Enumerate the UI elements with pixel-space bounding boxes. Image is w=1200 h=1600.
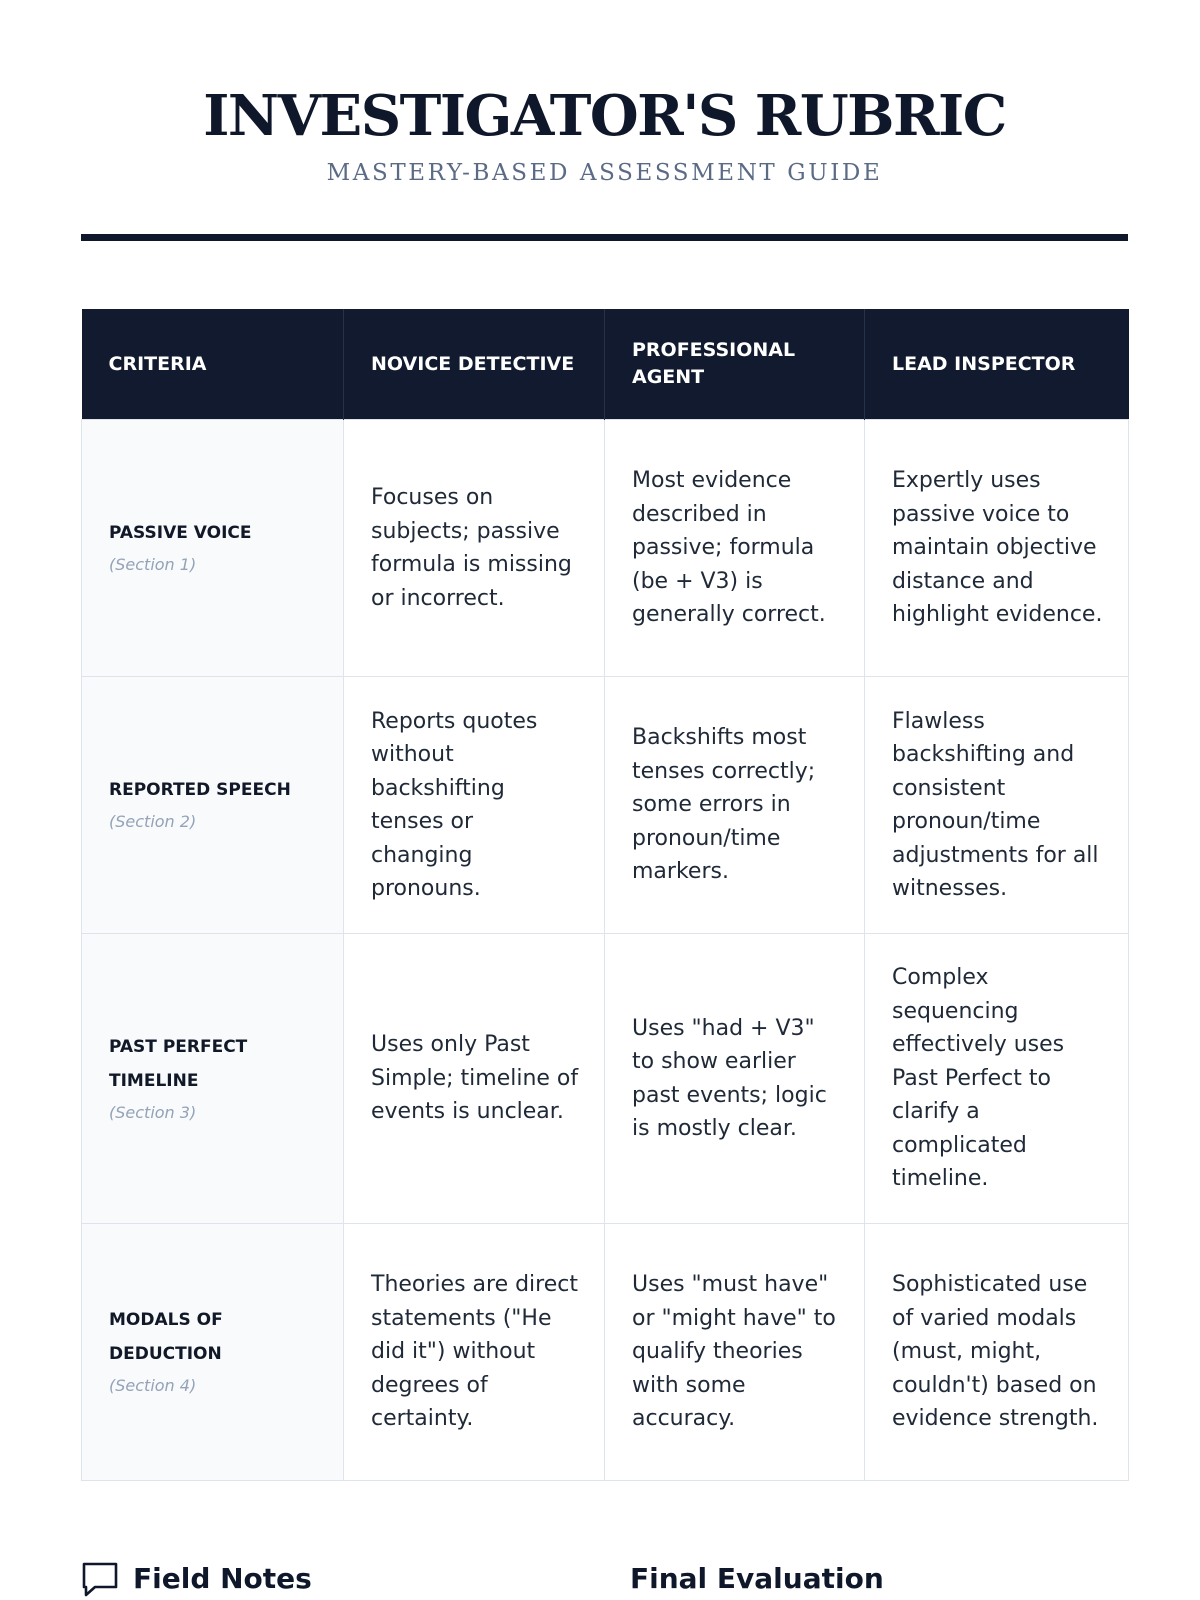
final-evaluation-heading bbox=[630, 1560, 884, 1598]
criterion-name: REPORTED SPEECH bbox=[109, 780, 291, 800]
page-title: INVESTIGATOR'S RUBRIC bbox=[203, 83, 1006, 149]
page-subtitle: MASTERY-BASED ASSESSMENT GUIDE bbox=[326, 160, 883, 186]
criterion-cell bbox=[82, 1224, 344, 1481]
lead-cell: Complex sequencing effectively uses Past Perfect to clarify a complicated timeline. bbox=[865, 934, 1129, 1224]
table-header-row bbox=[82, 309, 1129, 420]
criterion-section: (Section 2) bbox=[109, 812, 197, 831]
header bbox=[81, 80, 1128, 188]
professional-cell: Uses "had + V3" to show earlier past events; logic is mostly clear. bbox=[605, 934, 865, 1224]
criterion-name: MODALS OF DEDUCTION bbox=[109, 1310, 223, 1364]
rubric-table bbox=[81, 309, 1129, 1481]
professional-cell: Most evidence described in passive; formula (be + V3) is generally correct. bbox=[605, 420, 865, 677]
table-row bbox=[82, 934, 1129, 1224]
field-notes-title: Field Notes bbox=[133, 1562, 312, 1595]
novice-cell: Focuses on subjects; passive formula is missing or incorrect. bbox=[344, 420, 605, 677]
criterion-section: (Section 1) bbox=[109, 555, 197, 574]
column-header-novice: NOVICE DETECTIVE bbox=[344, 309, 605, 420]
criterion-cell bbox=[82, 420, 344, 677]
column-header-lead: LEAD INSPECTOR bbox=[865, 309, 1129, 420]
novice-cell: Uses only Past Simple; timeline of events is unclear. bbox=[344, 934, 605, 1224]
table-row bbox=[82, 1224, 1129, 1481]
column-header-criteria: CRITERIA bbox=[82, 309, 344, 420]
table-row bbox=[82, 677, 1129, 934]
final-evaluation-title: Final Evaluation bbox=[630, 1562, 884, 1595]
header-divider bbox=[81, 234, 1128, 241]
column-header-professional: PROFESSIONAL AGENT bbox=[605, 309, 865, 420]
professional-cell: Uses "must have" or "might have" to qualify theories with some accuracy. bbox=[605, 1224, 865, 1481]
table-row bbox=[82, 420, 1129, 677]
criterion-cell bbox=[82, 677, 344, 934]
lead-cell: Flawless backshifting and consistent pronoun/time adjustments for all witnesses. bbox=[865, 677, 1129, 934]
professional-cell: Backshifts most tenses correctly; some errors in pronoun/time markers. bbox=[605, 677, 865, 934]
criterion-section: (Section 3) bbox=[109, 1102, 197, 1122]
lead-cell: Expertly uses passive voice to maintain objective distance and highlight evidence. bbox=[865, 420, 1129, 677]
novice-cell: Theories are direct statements ("He did it") without degrees of certainty. bbox=[344, 1224, 605, 1481]
criterion-name: PASSIVE VOICE bbox=[109, 523, 252, 543]
field-notes-heading bbox=[81, 1560, 312, 1598]
criterion-cell bbox=[82, 934, 344, 1224]
lead-cell: Sophisticated use of varied modals (must, might, couldn't) based on evidence strength. bbox=[865, 1224, 1129, 1481]
footer-section bbox=[81, 1560, 1128, 1600]
novice-cell: Reports quotes without backshifting tenses or changing pronouns. bbox=[344, 677, 605, 934]
speech-bubble-icon bbox=[81, 1560, 119, 1598]
criterion-section: (Section 4) bbox=[109, 1376, 197, 1395]
criterion-name: PAST PERFECT TIMELINE bbox=[109, 1036, 248, 1091]
